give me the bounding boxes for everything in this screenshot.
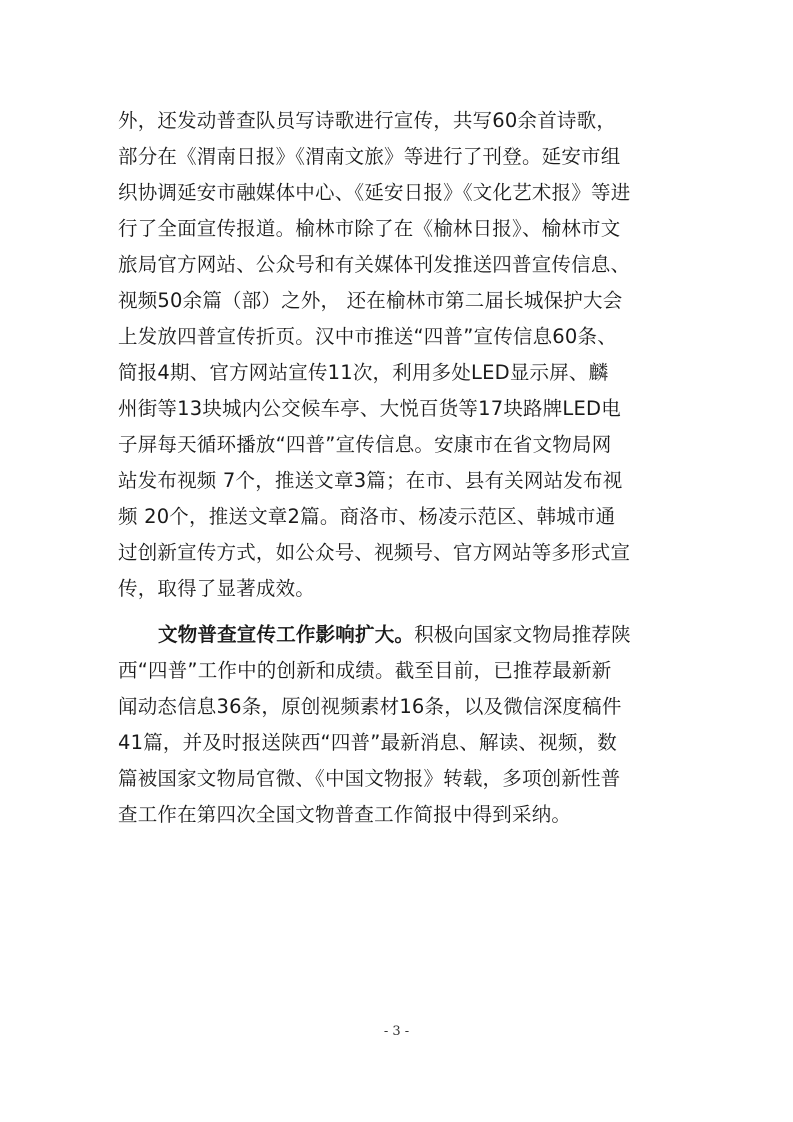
section-heading: 文物普查宣传工作影响扩大。 xyxy=(158,623,415,646)
text-line: 行了全面宣传报道。榆林市除了在《榆林日报》、榆林市文 xyxy=(118,217,621,240)
text-line: 上发放四普宣传折页。汉中市推送“四普”宣传信息60条、 xyxy=(118,325,617,348)
text-line: 州街等13块城内公交候车亭、大悦百货等17块路牌LED电 xyxy=(118,397,621,420)
text-line: 篇被国家文物局官微、《中国文物报》转载，多项创新性普 xyxy=(118,767,621,790)
text-line: 子屏每天循环播放“四普”宣传信息。安康市在省文物局网 xyxy=(118,433,612,456)
text-span: 积极向国家文物局推荐陕 xyxy=(414,623,631,646)
text-line: 41篇，并及时报送陕西“四普”最新消息、解读、视频，数 xyxy=(118,731,617,754)
text-line: 西“四普”工作中的创新和成绩。截至目前，已推荐最新新 xyxy=(118,659,612,682)
text-line: 旅局官方网站、公众号和有关媒体刊发推送四普宣传信息、 xyxy=(118,253,631,276)
text-line: 简报4期、官方网站宣传11次，利用多处LED显示屏、麟 xyxy=(118,361,609,384)
page-number: - 3 - xyxy=(383,1024,410,1039)
text-line: 站发布视频 7个，推送文章3篇；在市、县有关网站发布视 xyxy=(118,469,623,492)
text-line: 频 20个，推送文章2篇。商洛市、杨凌示范区、韩城市通 xyxy=(118,505,616,528)
text-line: 视频50余篇（部）之外， 还在榆林市第二届长城保护大会 xyxy=(118,289,623,312)
text-line: 织协调延安市融媒体中心、《延安日报》《文化艺术报》等进 xyxy=(118,181,631,204)
text-line: 查工作在第四次全国文物普查工作简报中得到采纳。 xyxy=(118,803,572,826)
text-line: 传，取得了显著成效。 xyxy=(118,577,316,600)
text-line: 外，还发动普查队员写诗歌进行宣传，共写60余首诗歌， xyxy=(118,109,617,132)
text-line: 部分在《渭南日报》《渭南文旅》等进行了刊登。延安市组 xyxy=(118,145,621,168)
text-line: 闻动态信息36条，原创视频素材16条，以及微信深度稿件 xyxy=(118,695,622,718)
text-line: 过创新宣传方式，如公众号、视频号、官方网站等多形式宣 xyxy=(118,541,631,564)
paragraph-first-line xyxy=(158,617,631,653)
